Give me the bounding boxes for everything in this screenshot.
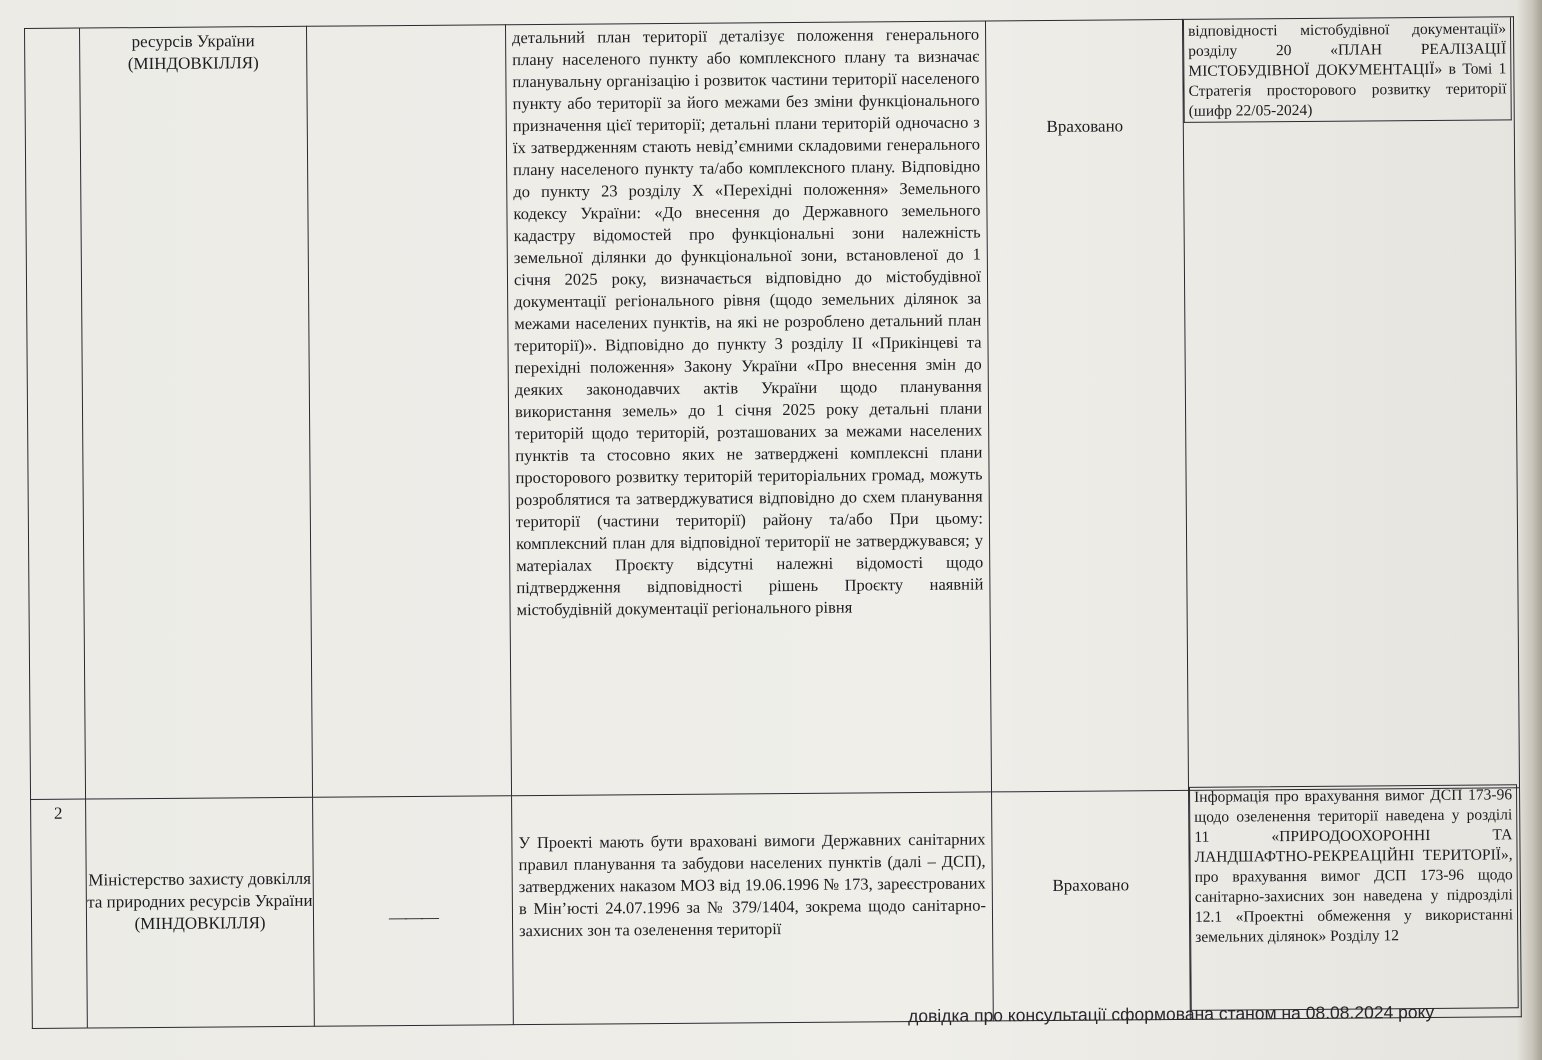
status-cell [985,19,1188,792]
table-row [25,17,1520,800]
organization-name: Міністерство захисту довкілля та природних ресурсів України (МІНДОВКІЛЛЯ) [87,868,313,934]
reference-dash: ——— [388,906,438,928]
proposal-text: детальний план території деталізує положення генерального плану населеного пункту або комплексного плану та визначає планувальну організацію і розвиток частини території населеного пункту або території за його межами без зміни функціонального призначення цієї території; детальні плани територій одночасно з їх затвердженням стають невід’ємними складовими генерального плану населеного пункту та/або комплексного плану. Відповідно до пункту 23 розділу Х «Перехідні положення» Земельного кодексу України: «До внесення до Державного земельного кадастру відомостей про функціональні зони належність земельної ділянки до функціональної зони, встановленої до 1 січня 2025 року, визначається відповідно до містобудівної документації регіонального рівня (щодо земельних ділянок за межами населених пунктів, на які не розроблено детальний план території)». Відповідно до пункту 3 розділу ІІ «Прикінцеві та перехідні положення» Закону України «Про внесення змін до деяких законодавчих актів України щодо планування використання земель» до 1 січня 2025 року детальні плани територій щодо територій, розташованих за межами населених пунктів та стосовно яких не затверджені комплексні плани просторового розвитку територій територіальних громад, можуть розроблятися та затверджуватися відповідно до схем планування території (частини території) району та/або При цьому: комплексний план для відповідної території не затверджувався; у матеріалах Проєкту відсутні належні відомості щодо підтвердження відповідності рішень Проєкту наявній містобудівній документації регіонального рівня [512,24,984,620]
consultation-table [24,16,1522,1029]
note-text: відповідності містобудівної документації» розділу 20 «ПЛАН РЕАЛІЗАЦІЇ МІСТОБУДІВНОЇ ДОКУМЕНТАЦІЇ» в Томі 1 Стратегія просторового розвитку території (шифр 22/05-2024) [1187,20,1507,120]
table-row [31,788,1522,1029]
proposal-text-cell [505,21,991,796]
reference-cell [306,25,511,798]
proposal-text: У Проекті мають бути враховані вимоги Державних санітарних правил планування та забудови населених пунктів (далі – ДСП), затверджених наказом МОЗ від 19.06.1996 № 173, зареєстрованих в Мін’юсті 24.07.1996 за № 379/1404, зокрема щодо санітарно-захисних зон та озеленення території [518,829,986,941]
proposal-text-cell [512,792,994,1025]
note-box [1189,784,1519,1011]
note-box [1183,17,1512,123]
consultation-table-sheet [24,16,1522,1029]
footer-caption: довідка про консультації сформована станом на 08.08.2024 року [908,1001,1435,1026]
status-text: Враховано [1046,116,1124,136]
row-number-cell [25,28,86,799]
organization-name: ресурсів України (МІНДОВКІЛЛЯ) [127,31,259,74]
organization-cell [86,797,315,1028]
note-cell [1182,17,1519,791]
reference-cell [313,796,514,1027]
note-cell [1189,788,1522,1020]
status-text: Враховано [1052,875,1130,895]
status-cell [992,790,1191,1021]
note-text: Інформація про врахування вимог ДСП 173-96 щодо озеленення території наведена у розділі 11 «ПРИРОДООХОРОННІ ТА ЛАНДШАФТНО-РЕКРЕАЦІЙНІ ТЕРИТОРІЇ», про врахування вимог ДСП 173-96 щодо санітарно-захисних зон наведена у підрозділі 12.1 «Проектні обмеження у використанні земельних ділянок» Розділу 12 [1194,786,1514,946]
row-number-cell [31,799,88,1028]
row-number: 2 [53,803,63,823]
organization-cell [80,26,313,799]
